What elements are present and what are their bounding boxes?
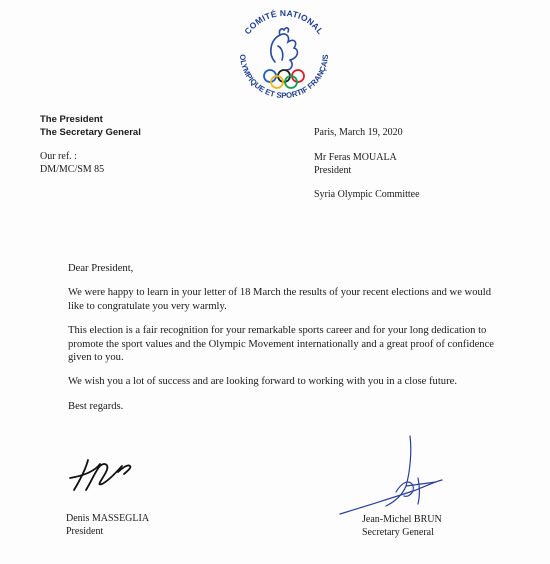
- sender-line-president: The President: [40, 114, 103, 125]
- paragraph-1: We were happy to learn in your letter of 18 March the results of your recent elections and we would like to congratulate you very warmly.: [68, 287, 492, 312]
- signatory-left-title: President: [66, 526, 104, 537]
- signatory-right-title: Secretary General: [362, 527, 434, 538]
- recipient-block: [314, 151, 397, 177]
- svg-text:COMITÉ NATIONAL: COMITÉ NATIONAL: [242, 7, 326, 37]
- signatory-right: [362, 513, 442, 539]
- signatory-left: [66, 512, 149, 538]
- signatory-right-name: Jean-Michel BRUN: [362, 514, 442, 525]
- letter-body: [68, 262, 508, 424]
- signatory-left-name: Denis MASSEGLIA: [66, 513, 150, 524]
- reference-label: Our ref. :: [40, 151, 77, 162]
- letter-date: Paris, March 19, 2020: [314, 127, 403, 138]
- closing: Best regards.: [68, 400, 124, 412]
- salutation: Dear President,: [68, 263, 134, 274]
- sender-line-secretary: The Secretary General: [40, 127, 141, 138]
- recipient-title: President: [314, 165, 352, 176]
- paragraph-3: We wish you a lot of success and are looking forward to working with you in a close future.: [68, 376, 457, 388]
- svg-text:OLYMPIQUE ET SPORTIF FRANÇAIS: OLYMPIQUE ET SPORTIF FRANÇAIS: [237, 53, 331, 101]
- signature-left-icon: [66, 450, 166, 500]
- signature-right-icon: [336, 432, 446, 524]
- recipient-organization: Syria Olympic Committee: [314, 189, 420, 200]
- reference-value: DM/MC/SM 85: [40, 164, 105, 175]
- cnosf-logo-icon: [228, 2, 340, 110]
- paragraph-2: This election is a fair recognition for your remarkable sports career and for your long dedication to promote the sport values and the Olympic Movement internationally and a great proof of confidence given to you.: [68, 325, 494, 364]
- sender-block: [40, 113, 141, 139]
- recipient-name: Mr Feras MOUALA: [314, 152, 397, 163]
- reference-block: [40, 150, 104, 176]
